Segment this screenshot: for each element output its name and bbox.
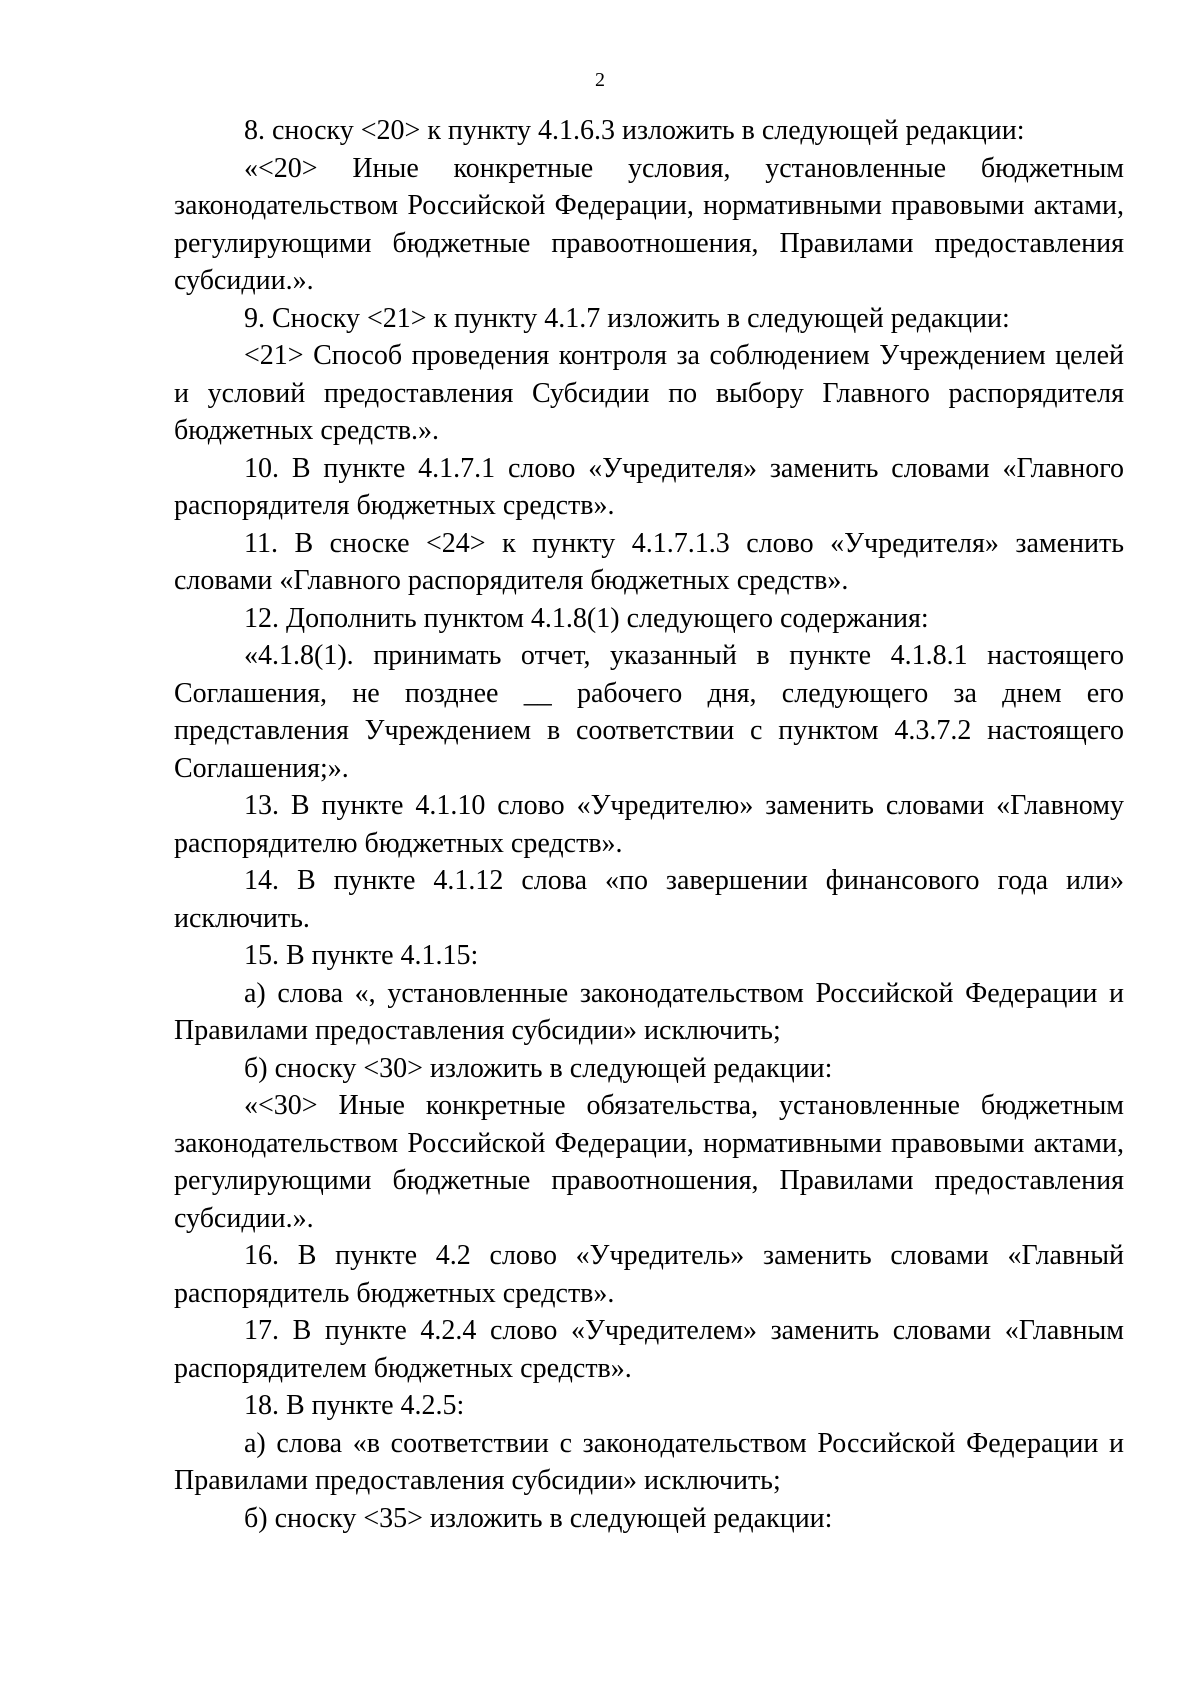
paragraph-8: 8. сноску <20> к пункту 4.1.6.3 изложить в следующей редакции:	[244, 115, 1025, 146]
paragraph-15-b: б) сноску <30> изложить в следующей редакции:	[244, 1052, 833, 1084]
paragraph-footnote-20: «<20> Иные конкретные условия, установленные бюджетным законодательством Российской Федерации, нормативными правовыми актами, регулирующими бюджетные правоотношения, Правилами предоставления субсидии.».	[174, 152, 1124, 296]
paragraph-12: 12. Дополнить пунктом 4.1.8(1) следующего содержания:	[244, 602, 929, 634]
paragraph-17: 17. В пункте 4.2.4 слово «Учредителем» заменить словами «Главным распорядителем бюджетных средств».	[174, 1315, 1124, 1384]
paragraph-18-a: а) слова «в соответствии с законодательством Российской Федерации и Правилами предоставления субсидии» исключить;	[174, 1427, 1124, 1496]
paragraph-10: 10. В пункте 4.1.7.1 слово «Учредителя» заменить словами «Главного распорядителя бюджетных средств».	[174, 452, 1124, 521]
paragraph-14: 14. В пункте 4.1.12 слова «по завершении финансового года или» исключить.	[174, 865, 1124, 934]
paragraph-footnote-30: «<30> Иные конкретные обязательства, установленные бюджетным законодательством Российской Федерации, нормативными правовыми актами, регулирующими бюджетные правоотношения, Правилами предоставления субсидии.».	[174, 1090, 1124, 1234]
paragraph-15: 15. В пункте 4.1.15:	[244, 940, 479, 971]
paragraph-13: 13. В пункте 4.1.10 слово «Учредителю» заменить словами «Главному распорядителю бюджетных средств».	[174, 790, 1124, 859]
paragraph-footnote-21: <21> Способ проведения контроля за соблюдением Учреждением целей и условий предоставления Субсидии по выбору Главного распорядителя бюджетных средств.».	[174, 340, 1124, 446]
document-body	[174, 112, 1124, 1537]
paragraph-11: 11. В сноске <24> к пункту 4.1.7.1.3 слово «Учредителя» заменить словами «Главного распорядителя бюджетных средств».	[174, 527, 1124, 596]
paragraph-18-b: б) сноску <35> изложить в следующей редакции:	[244, 1502, 833, 1534]
paragraph-16: 16. В пункте 4.2 слово «Учредитель» заменить словами «Главный распорядитель бюджетных средств».	[174, 1240, 1124, 1309]
paragraph-15-a: а) слова «, установленные законодательством Российской Федерации и Правилами предоставления субсидии» исключить;	[174, 977, 1124, 1046]
page-number: 2	[595, 69, 605, 91]
paragraph-4-1-8-1: «4.1.8(1). принимать отчет, указанный в пункте 4.1.8.1 настоящего Соглашения, не позднее __ рабочего дня, следующего за днем его представления Учреждением в соответствии с пунктом 4.3.7.2 настоящего Соглашения;».	[174, 640, 1124, 784]
paragraph-18: 18. В пункте 4.2.5:	[244, 1390, 465, 1421]
paragraph-9: 9. Сноску <21> к пункту 4.1.7 изложить в следующей редакции:	[244, 302, 1010, 334]
